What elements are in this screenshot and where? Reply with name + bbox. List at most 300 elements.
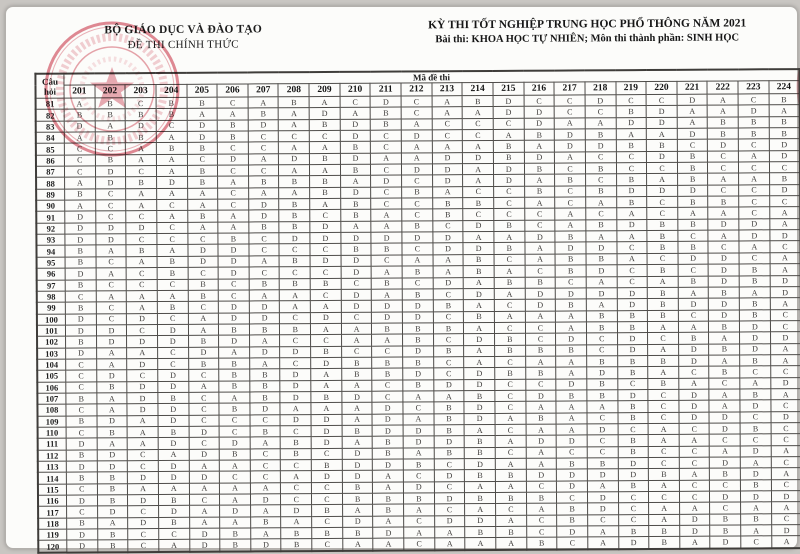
answer-cell: C — [66, 484, 97, 496]
answer-cell: D — [341, 289, 372, 301]
answer-cell: B — [402, 323, 433, 335]
answer-cell: B — [65, 257, 96, 269]
answer-cell: C — [309, 130, 340, 142]
answer-cell: D — [97, 506, 128, 518]
answer-cell: C — [95, 200, 126, 212]
answer-cell: D — [66, 495, 97, 507]
answer-cell: C — [402, 277, 433, 289]
answer-cell: D — [311, 471, 342, 483]
answer-cell: D — [677, 94, 708, 106]
answer-cell: C — [739, 196, 770, 208]
answer-cell: C — [769, 196, 800, 208]
answer-cell: B — [97, 540, 128, 552]
answer-cell: C — [741, 536, 772, 548]
answer-cell: B — [312, 527, 343, 539]
answer-cell: D — [677, 185, 708, 197]
code-header-cell: 206 — [217, 84, 248, 97]
answer-cell: C — [125, 98, 156, 110]
answer-cell: B — [709, 366, 740, 378]
answer-cell: D — [189, 471, 220, 483]
answer-cell: C — [588, 514, 619, 526]
answer-cell: C — [248, 165, 279, 177]
question-number-cell: 109 — [38, 416, 67, 428]
answer-cell: D — [679, 514, 710, 526]
answer-cell: C — [525, 265, 556, 277]
answer-cell: B — [220, 528, 251, 540]
answer-cell: C — [280, 312, 311, 324]
answer-cell: C — [188, 392, 219, 404]
answer-cell: B — [96, 381, 127, 393]
answer-cell: D — [250, 403, 281, 415]
answer-cell: A — [373, 470, 404, 482]
answer-cell: B — [403, 334, 434, 346]
answer-cell: B — [340, 198, 371, 210]
answer-cell: D — [249, 199, 280, 211]
answer-cell: C — [433, 220, 464, 232]
answer-cell: A — [770, 264, 800, 276]
answer-cell: B — [372, 368, 403, 380]
answer-cell: B — [371, 119, 402, 131]
answer-cell: B — [157, 267, 188, 279]
answer-cell: C — [127, 324, 158, 336]
code-header-cell: 203 — [125, 85, 156, 98]
answer-cell: B — [556, 299, 587, 311]
answer-cell: B — [616, 106, 647, 118]
answer-cell: A — [97, 404, 128, 416]
answer-cell: A — [680, 537, 711, 549]
answer-cell: A — [96, 268, 127, 280]
question-number-cell: 91 — [36, 212, 65, 224]
answer-cell: C — [128, 461, 159, 473]
answer-cell: B — [464, 436, 495, 448]
answer-cell: B — [219, 324, 250, 336]
answer-cell: A — [556, 424, 587, 436]
answer-cell: D — [128, 472, 159, 484]
answer-cell: A — [280, 301, 311, 313]
question-number-cell: 112 — [38, 450, 67, 462]
answer-cell: B — [677, 151, 708, 163]
answer-cell: B — [219, 403, 250, 415]
answer-cell: C — [189, 494, 220, 506]
answer-cell: B — [524, 163, 555, 175]
answer-cell: B — [618, 480, 649, 492]
answer-cell: A — [97, 393, 128, 405]
answer-cell: C — [279, 244, 310, 256]
answer-cell: D — [249, 301, 280, 313]
answer-cell: B — [587, 356, 618, 368]
answer-cell: B — [585, 163, 616, 175]
answer-cell: D — [769, 150, 800, 162]
answer-cell: B — [647, 299, 678, 311]
answer-cell: C — [310, 267, 341, 279]
answer-cell: A — [464, 424, 495, 436]
answer-cell: B — [342, 425, 373, 437]
answer-cell: A — [96, 245, 127, 257]
code-header-cell: 201 — [64, 85, 95, 98]
answer-cell: A — [494, 288, 525, 300]
question-number-cell: 102 — [37, 336, 66, 348]
answer-cell: B — [95, 132, 126, 144]
answer-cell: D — [739, 219, 770, 231]
answer-cell: C — [678, 230, 709, 242]
answer-cell: C — [434, 459, 465, 471]
answer-cell: A — [401, 153, 432, 165]
answer-cell: C — [555, 163, 586, 175]
answer-cell: D — [403, 368, 434, 380]
answer-cell: D — [740, 343, 771, 355]
answer-cell: C — [249, 267, 280, 279]
answer-cell: D — [95, 222, 126, 234]
answer-cell: C — [555, 276, 586, 288]
answer-cell: D — [187, 131, 218, 143]
answer-cell: A — [404, 527, 435, 539]
question-number-cell: 92 — [36, 223, 65, 235]
answer-cell: A — [279, 119, 310, 131]
answer-cell: C — [371, 164, 402, 176]
answer-cell: B — [617, 401, 648, 413]
answer-cell: D — [741, 491, 772, 503]
answer-cell: A — [585, 117, 616, 129]
answer-cell: A — [340, 108, 371, 120]
answer-cell: B — [647, 242, 678, 254]
answer-cell: A — [433, 254, 464, 266]
question-number-cell: 101 — [37, 325, 66, 337]
answer-cell: D — [434, 436, 465, 448]
answer-cell: A — [771, 536, 800, 548]
answer-cell: B — [187, 97, 218, 109]
answer-cell: D — [464, 288, 495, 300]
answer-cell: D — [525, 231, 556, 243]
answer-cell: B — [218, 233, 249, 245]
answer-cell: D — [340, 153, 371, 165]
answer-cell: C — [771, 434, 800, 446]
answer-cell: D — [679, 412, 710, 424]
answer-cell: D — [403, 436, 434, 448]
answer-cell: A — [648, 344, 679, 356]
answer-cell: D — [708, 219, 739, 231]
answer-cell: C — [771, 400, 800, 412]
answer-cell: D — [311, 425, 342, 437]
answer-cell: C — [648, 412, 679, 424]
answer-cell: C — [250, 414, 281, 426]
answer-cell: B — [495, 470, 526, 482]
answer-cell: B — [279, 210, 310, 222]
answer-cell: A — [342, 505, 373, 517]
answer-cell: D — [464, 368, 495, 380]
answer-cell: B — [586, 254, 617, 266]
answer-cell: A — [432, 96, 463, 108]
answer-cell: D — [524, 152, 555, 164]
answer-cell: D — [463, 152, 494, 164]
answer-cell: D — [127, 392, 158, 404]
answer-cell: A — [219, 347, 250, 359]
answer-cell: B — [555, 174, 586, 186]
answer-cell: A — [464, 356, 495, 368]
answer-cell: B — [493, 152, 524, 164]
answer-cell: D — [158, 415, 189, 427]
answer-cell: B — [66, 472, 97, 484]
answer-cell: A — [249, 256, 280, 268]
answer-cell: A — [554, 118, 585, 130]
answer-cell: A — [709, 389, 740, 401]
answer-cell: C — [341, 346, 372, 358]
answer-cell: D — [709, 298, 740, 310]
answer-cell: C — [218, 278, 249, 290]
answer-key-table-container — [34, 68, 800, 554]
answer-cell: B — [125, 109, 156, 121]
answer-cell: A — [770, 298, 800, 310]
answer-cell: B — [525, 367, 556, 379]
answer-cell: D — [65, 234, 96, 246]
answer-cell: D — [740, 468, 771, 480]
answer-cell: C — [158, 347, 189, 359]
answer-cell: D — [126, 222, 157, 234]
answer-cell: D — [158, 404, 189, 416]
answer-cell: C — [433, 334, 464, 346]
answer-cell: C — [618, 492, 649, 504]
answer-cell: C — [647, 196, 678, 208]
answer-cell: D — [128, 517, 159, 529]
answer-cell: A — [189, 506, 220, 518]
answer-cell: A — [96, 291, 127, 303]
answer-cell: A — [127, 347, 158, 359]
answer-cell: A — [525, 311, 556, 323]
question-number-cell: 107 — [37, 393, 66, 405]
answer-cell: D — [463, 243, 494, 255]
answer-cell: D — [555, 242, 586, 254]
answer-cell: B — [496, 526, 527, 538]
answer-cell: D — [680, 525, 711, 537]
answer-cell: D — [373, 459, 404, 471]
answer-cell: A — [65, 177, 96, 189]
answer-cell: A — [372, 289, 403, 301]
answer-cell: D — [310, 255, 341, 267]
answer-cell: B — [678, 219, 709, 231]
answer-cell: A — [311, 403, 342, 415]
answer-cell: A — [156, 131, 187, 143]
answer-cell: C — [679, 446, 710, 458]
answer-cell: B — [741, 513, 772, 525]
code-header-cell: 213 — [432, 83, 463, 96]
question-number-cell: 88 — [36, 177, 65, 189]
answer-cell: C — [402, 175, 433, 187]
answer-cell: C — [616, 95, 647, 107]
answer-cell: C — [433, 357, 464, 369]
answer-cell: A — [403, 413, 434, 425]
answer-cell: D — [618, 469, 649, 481]
answer-cell: D — [524, 106, 555, 118]
answer-cell: C — [187, 154, 218, 166]
answer-cell: A — [648, 423, 679, 435]
answer-cell: C — [616, 242, 647, 254]
answer-cell: B — [557, 503, 588, 515]
answer-cell: B — [739, 298, 770, 310]
answer-cell: A — [279, 108, 310, 120]
answer-cell: D — [341, 255, 372, 267]
answer-cell: C — [679, 457, 710, 469]
answer-cell: A — [310, 301, 341, 313]
answer-cell: C — [158, 358, 189, 370]
answer-cell: B — [649, 525, 680, 537]
answer-cell: D — [710, 457, 741, 469]
answer-cell: B — [156, 97, 187, 109]
answer-cell: A — [771, 502, 800, 514]
question-number-cell: 99 — [37, 302, 66, 314]
ministry-title: BỘ GIÁO DỤC VÀ ĐÀO TẠO — [104, 23, 263, 37]
answer-cell: A — [556, 413, 587, 425]
answer-cell: A — [251, 528, 282, 540]
answer-cell: A — [648, 435, 679, 447]
answer-cell: C — [432, 118, 463, 130]
answer-cell: B — [495, 345, 526, 357]
answer-cell: A — [679, 503, 710, 515]
answer-cell: A — [588, 537, 619, 549]
answer-cell: C — [770, 309, 800, 321]
answer-cell: B — [311, 391, 342, 403]
answer-cell: A — [371, 153, 402, 165]
answer-cell: D — [279, 153, 310, 165]
answer-cell: A — [434, 527, 465, 539]
code-header-cell: 208 — [278, 84, 309, 97]
answer-cell: A — [248, 97, 279, 109]
answer-cell: C — [310, 244, 341, 256]
answer-cell: B — [250, 369, 281, 381]
answer-cell: B — [769, 173, 800, 185]
answer-cell: B — [158, 392, 189, 404]
answer-cell: D — [740, 332, 771, 344]
answer-cell: D — [281, 505, 312, 517]
answer-cell: D — [555, 288, 586, 300]
answer-cell: B — [617, 367, 648, 379]
answer-cell: C — [311, 335, 342, 347]
answer-cell: A — [128, 483, 159, 495]
answer-cell: C — [404, 516, 435, 528]
answer-cell: D — [616, 117, 647, 129]
answer-cell: A — [708, 105, 739, 117]
answer-cell: D — [708, 253, 739, 265]
answer-cell: C — [311, 448, 342, 460]
answer-cell: D — [555, 140, 586, 152]
exam-code-group-header: Mã đề thi — [64, 69, 800, 85]
answer-cell: C — [493, 118, 524, 130]
answer-cell: A — [771, 468, 800, 480]
answer-cell: A — [771, 389, 800, 401]
answer-cell: D — [96, 234, 127, 246]
answer-cell: D — [189, 449, 220, 461]
answer-cell: A — [341, 334, 372, 346]
answer-cell: A — [526, 424, 557, 436]
answer-cell: A — [524, 140, 555, 152]
question-number-cell: 84 — [36, 132, 65, 144]
answer-cell: C — [64, 143, 95, 155]
question-number-cell: 98 — [37, 291, 66, 303]
answer-cell: A — [709, 355, 740, 367]
answer-cell: A — [649, 514, 680, 526]
answer-cell: A — [649, 503, 680, 515]
answer-cell: C — [617, 378, 648, 390]
answer-cell: C — [648, 401, 679, 413]
answer-cell: B — [555, 265, 586, 277]
answer-cell: D — [65, 313, 96, 325]
answer-cell: B — [495, 368, 526, 380]
answer-cell: B — [617, 310, 648, 322]
answer-cell: B — [310, 176, 341, 188]
answer-cell: D — [220, 505, 251, 517]
answer-cell: C — [526, 515, 557, 527]
answer-cell: D — [127, 404, 158, 416]
answer-cell: D — [647, 151, 678, 163]
answer-cell: A — [157, 188, 188, 200]
answer-cell: C — [126, 279, 157, 291]
answer-cell: C — [402, 209, 433, 221]
answer-cell: D — [158, 370, 189, 382]
answer-cell: C — [679, 491, 710, 503]
answer-cell: B — [648, 378, 679, 390]
answer-cell: C — [280, 267, 311, 279]
answer-cell: D — [556, 333, 587, 345]
answer-cell: D — [156, 177, 187, 189]
answer-cell: A — [342, 437, 373, 449]
answer-cell: B — [156, 109, 187, 121]
answer-cell: A — [526, 447, 557, 459]
answer-cell: D — [341, 232, 372, 244]
paper-sheet — [5, 6, 798, 552]
answer-cell: A — [310, 198, 341, 210]
answer-cell: B — [219, 369, 250, 381]
answer-cell: C — [495, 402, 526, 414]
answer-cell: A — [434, 391, 465, 403]
question-number-cell: 106 — [37, 382, 66, 394]
code-header-cell: 224 — [769, 81, 800, 94]
answer-cell: D — [403, 482, 434, 494]
answer-cell: A — [496, 538, 527, 550]
answer-cell: D — [557, 481, 588, 493]
answer-cell: D — [526, 435, 557, 447]
answer-cell: A — [555, 220, 586, 232]
answer-cell: C — [250, 471, 281, 483]
answer-cell: C — [585, 151, 616, 163]
code-header-cell: 207 — [248, 84, 279, 97]
answer-cell: D — [464, 413, 495, 425]
answer-cell: A — [770, 218, 800, 230]
question-number-cell: 95 — [37, 257, 66, 269]
answer-cell: B — [587, 390, 618, 402]
answer-cell: B — [67, 518, 98, 530]
answer-cell: C — [404, 538, 435, 550]
answer-cell: D — [249, 210, 280, 222]
answer-cell: B — [586, 310, 617, 322]
answer-cell: A — [220, 483, 251, 495]
answer-cell: C — [494, 299, 525, 311]
answer-cell: D — [433, 277, 464, 289]
answer-cell: D — [463, 220, 494, 232]
answer-cell: C — [738, 139, 769, 151]
answer-cell: A — [463, 164, 494, 176]
answer-cell: C — [770, 320, 800, 332]
answer-cell: D — [340, 187, 371, 199]
answer-cell: C — [96, 279, 127, 291]
answer-cell: D — [678, 298, 709, 310]
answer-cell: A — [403, 447, 434, 459]
answer-cell: B — [494, 220, 525, 232]
answer-cell: D — [373, 527, 404, 539]
answer-cell: B — [157, 256, 188, 268]
answer-cell: A — [464, 322, 495, 334]
answer-cell: A — [95, 120, 126, 132]
answer-cell: B — [465, 470, 496, 482]
answer-cell: C — [64, 166, 95, 178]
answer-cell: C — [95, 143, 126, 155]
